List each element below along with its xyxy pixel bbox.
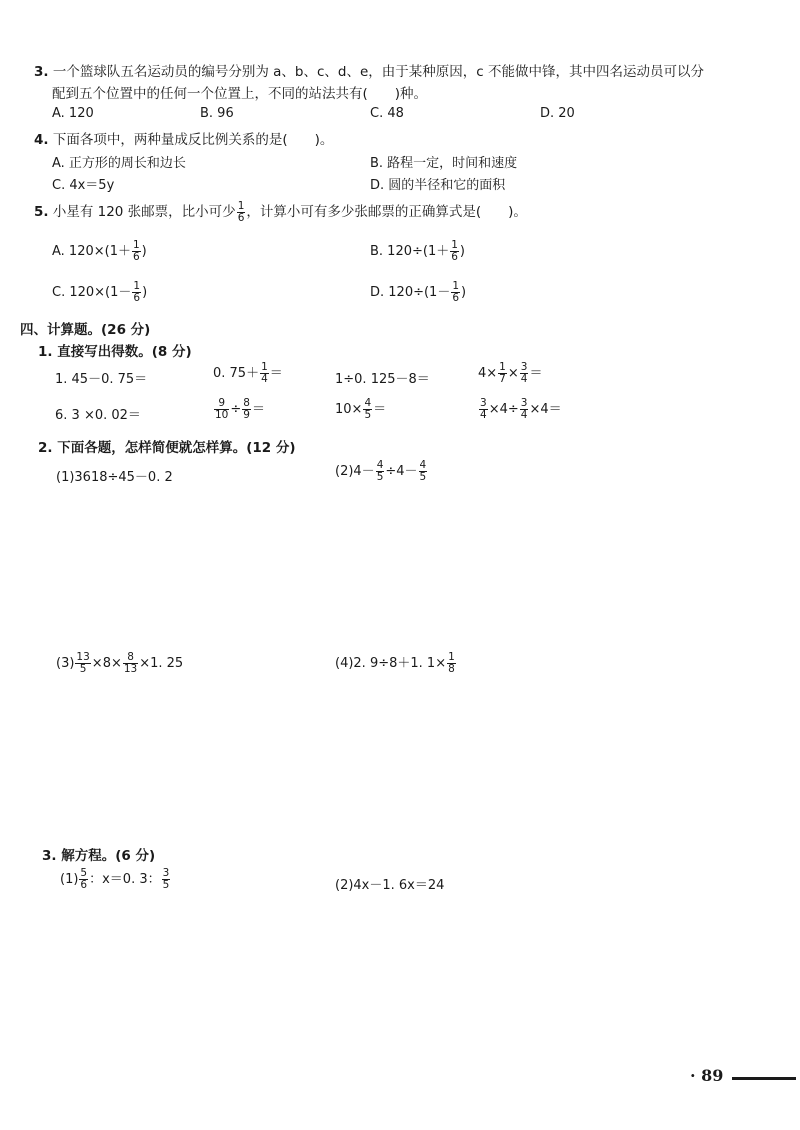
simplify-3: (3) $\frac{13}{5}$ ×8× $\frac{8}{13}$ ×1. 25 bbox=[56, 651, 184, 675]
calc-1-3: 1÷0. 125－8＝ bbox=[335, 372, 430, 387]
question-3-stem-line1: 一个篮球队五名运动员的编号分别为 a、b、c、d、e，由于某种原因，c 不能做中锋，其中四名运动员可以分 bbox=[52, 64, 704, 80]
page-number-text: 89 bbox=[701, 1066, 724, 1085]
page-number bbox=[690, 1066, 723, 1085]
question-5-option-d: D. 120÷(1－ $\frac{1}{6}$ ) bbox=[370, 280, 467, 304]
equation-1: (1) $\frac{5}{6}$ ：x＝0. 3： $\frac{3}{5}$ bbox=[60, 867, 170, 891]
simplify-1: (1)3618÷45－0. 2 bbox=[56, 470, 173, 485]
question-3-option-a: A. 120 bbox=[52, 106, 94, 121]
question-3-option-b: B. 96 bbox=[200, 106, 234, 121]
part-2-title: 2. 下面各题，怎样简便就怎样算。(12 分) bbox=[38, 440, 296, 456]
calc-1-2: 0. 75＋ $\frac{1}{4}$ ＝ bbox=[213, 361, 283, 385]
question-5-stem-a: 小星有 120 张邮票，比小可少 bbox=[52, 204, 236, 220]
part-1-title: 1. 直接写出得数。(8 分) bbox=[38, 344, 192, 360]
question-3-option-c: C. 48 bbox=[370, 106, 404, 121]
calc-1-4: 4× $\frac{1}{7}$ × $\frac{3}{4}$ ＝ bbox=[478, 361, 543, 385]
question-5-number: 5. bbox=[34, 204, 49, 220]
calc-1-5: 6. 3 ×0. 02＝ bbox=[55, 408, 141, 423]
page-bullet: · bbox=[690, 1066, 696, 1085]
question-3-stem-line2: 配到五个位置中的任何一个位置上，不同的站法共有( )种。 bbox=[52, 86, 428, 102]
part-3-title: 3. 解方程。(6 分) bbox=[42, 848, 156, 864]
question-5-stem-b: ，计算小可有多少张邮票的正确算式是( )。 bbox=[246, 204, 527, 220]
question-3-line1 bbox=[34, 60, 704, 80]
question-5-stem-fraction: $\frac{1}{6}$ bbox=[237, 199, 245, 224]
question-4-option-b: B. 路程一定，时间和速度 bbox=[370, 156, 518, 171]
section-4-title: 四、计算题。(26 分) bbox=[20, 322, 151, 338]
simplify-4: (4)2. 9÷8＋1. 1× $\frac{1}{8}$ bbox=[335, 651, 455, 675]
calc-1-7: 10× $\frac{4}{5}$ ＝ bbox=[335, 397, 387, 421]
question-3-number: 3. bbox=[34, 64, 49, 80]
question-4-number: 4. bbox=[34, 132, 49, 148]
equation-2: (2)4x－1. 6x＝24 bbox=[335, 878, 445, 893]
question-5-option-c: C. 120×(1－ $\frac{1}{6}$ ) bbox=[52, 280, 148, 304]
question-4-stem: 下面各项中，两种量成反比例关系的是( )。 bbox=[52, 132, 334, 148]
question-5-option-a: A. 120×(1＋ $\frac{1}{6}$ ) bbox=[52, 239, 147, 263]
calc-1-6: $\frac{9}{10}$ ÷ $\frac{8}{9}$ ＝ bbox=[215, 397, 265, 421]
question-5-option-b: B. 120÷(1＋ $\frac{1}{6}$ ) bbox=[370, 239, 465, 263]
question-4-option-d: D. 圆的半径和它的面积 bbox=[370, 178, 506, 193]
calc-1-8: $\frac{3}{4}$ ×4÷ $\frac{3}{4}$ ×4＝ bbox=[480, 397, 562, 421]
question-4-line bbox=[34, 128, 333, 148]
question-4-option-a: A. 正方形的周长和边长 bbox=[52, 156, 186, 171]
calc-1-1: 1. 45－0. 75＝ bbox=[55, 372, 148, 387]
simplify-2: (2)4－ $\frac{4}{5}$ ÷4－ $\frac{4}{5}$ bbox=[335, 459, 427, 483]
question-5-line bbox=[34, 200, 527, 224]
question-3-option-d: D. 20 bbox=[540, 106, 575, 121]
footer-rule bbox=[732, 1077, 796, 1080]
question-4-option-c: C. 4x＝5y bbox=[52, 178, 115, 193]
